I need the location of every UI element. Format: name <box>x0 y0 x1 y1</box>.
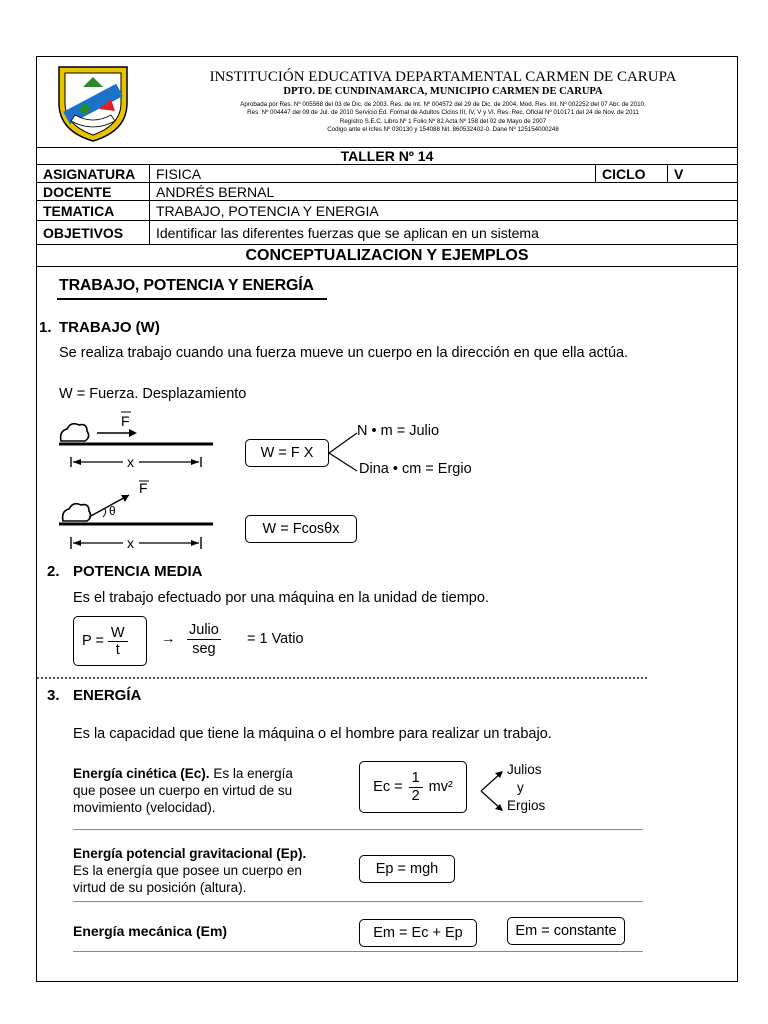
approval-line-4: Codigo ante el Icfes Nº 030130 y 154088 Nit. 860532402-0. Dane Nº 125154000248 <box>327 126 559 133</box>
mechanical-title: Energía mecánica (Em) <box>73 923 228 939</box>
unit-julio: N • m = Julio <box>357 423 440 439</box>
dotted-divider <box>37 677 647 679</box>
s3-number: 3. <box>47 687 60 704</box>
docente-row <box>37 183 737 201</box>
document-header <box>37 57 737 148</box>
unit-ergio: Dina • cm = Ergio <box>359 461 472 477</box>
x-label-2: x <box>127 535 134 551</box>
objetivos-label: OBJETIVOS <box>43 224 124 241</box>
document-frame <box>36 56 738 982</box>
x-label-1: x <box>127 454 134 469</box>
taller-title: TALLER Nº 14 <box>340 147 434 164</box>
section-header: CONCEPTUALIZACION Y EJEMPLOS <box>245 246 529 264</box>
s1-formula-text: W = Fuerza. Desplazamiento <box>59 386 247 402</box>
potential-description <box>73 845 373 896</box>
work-cos-formula-box: W = Fcosθx <box>245 515 357 543</box>
horizontal-force-diagram <box>55 405 215 469</box>
asignatura-row <box>37 165 737 183</box>
unit-y: y <box>517 780 524 795</box>
section-header-row <box>37 245 737 267</box>
inclined-force-diagram <box>55 477 215 551</box>
power-numerator: W <box>108 625 128 642</box>
s2-heading: POTENCIA MEDIA <box>73 563 203 580</box>
force-label-1: F <box>121 413 130 429</box>
mechanical-divider <box>73 951 643 952</box>
theta-label: θ <box>109 504 116 518</box>
unit-ergios: Ergios <box>507 798 546 813</box>
kinetic-eq-label: Ec = <box>373 779 403 795</box>
mechanical-formula-box-1: Em = Ec + Ep <box>359 919 477 947</box>
potential-divider <box>73 901 643 902</box>
content-title: TRABAJO, POTENCIA Y ENERGÍA <box>59 277 314 294</box>
power-arrow: → <box>161 631 176 647</box>
power-denominator: t <box>115 641 120 658</box>
work-formula-box: W = F X <box>245 439 329 467</box>
kinetic-denominator: 2 <box>411 787 420 804</box>
ciclo-label: CICLO <box>595 165 667 182</box>
mechanical-formula-box-2: Em = constante <box>507 917 625 945</box>
unit-denominator: seg <box>192 641 216 657</box>
approval-line-1: Aprobada por Res. Nº 005568 del 03 de Dic. de 2003. Res. de Int. Nº 004572 del 29 de Dic. de 2004. Mod. Res. Int. Nº 002252 del 07 Abr. de 2010. <box>240 101 646 108</box>
docente-label: DOCENTE <box>43 183 112 200</box>
s3-text: Es la capacidad que tiene la máquina o el hombre para realizar un trabajo. <box>73 726 552 742</box>
unit-julios: Julios <box>507 762 542 777</box>
potential-formula-box: Ep = mgh <box>359 855 455 883</box>
branch-lines <box>329 429 359 479</box>
power-result: = 1 Vatio <box>247 631 304 647</box>
power-eq-label: P = <box>82 633 104 649</box>
objetivos-value: Identificar las diferentes fuerzas que se aplican en un sistema <box>149 221 737 244</box>
objetivos-row <box>37 221 737 245</box>
potential-text-2: virtud de su posición (altura). <box>73 880 247 895</box>
kinetic-text-2: que posee un cuerpo en virtud de su <box>73 783 293 798</box>
ciclo-value: V <box>667 165 737 182</box>
tematica-value: TRABAJO, POTENCIA Y ENERGIA <box>149 201 737 220</box>
unit-numerator: Julio <box>189 622 219 638</box>
kinetic-divider <box>73 829 643 830</box>
s3-heading: ENERGÍA <box>73 687 142 704</box>
force-label-2: F <box>139 480 148 496</box>
approval-line-3: Registro S.E.C. Libro Nº 1 Folio Nº 82 Acta Nº 158 del 02 de Mayo de 2007 <box>339 118 547 125</box>
asignatura-label: ASIGNATURA <box>43 165 136 182</box>
institution-department: DPTO. DE CUNDINAMARCA, MUNICIPIO CARMEN DE CARUPA <box>283 86 603 97</box>
s1-heading: TRABAJO (W) <box>59 319 160 336</box>
unit-fraction <box>187 621 221 658</box>
kinetic-text-1: Es la energía <box>213 766 293 781</box>
kinetic-fraction <box>409 770 423 805</box>
kinetic-formula-box <box>359 761 467 813</box>
s2-number: 2. <box>47 563 60 580</box>
approval-line-2: Res. Nº 004447 del 09 de Jul. de 2010 Servicio Ed. Formal de Adultos Ciclos III, IV, V y VI. Res. Rec. Oficial Nº 010171 del 24 de Nov. de 2011 <box>247 109 639 116</box>
institution-name: INSTITUCIÓN EDUCATIVA DEPARTAMENTAL CARMEN DE CARUPA <box>209 69 677 85</box>
power-fraction <box>108 625 128 658</box>
kinetic-description <box>73 765 363 816</box>
tematica-row <box>37 201 737 221</box>
s1-text: Se realiza trabajo cuando una fuerza mueve un cuerpo en la dirección en que ella actúa. <box>59 345 629 361</box>
kinetic-title: Energía cinética (Ec). <box>73 766 210 781</box>
asignatura-value: FISICA <box>149 165 595 182</box>
institution-seal-icon <box>53 63 133 143</box>
taller-row <box>37 147 737 165</box>
kinetic-tail: mv² <box>428 779 453 795</box>
kinetic-text-3: movimiento (velocidad). <box>73 800 216 815</box>
tematica-label: TEMATICA <box>43 202 115 219</box>
potential-title: Energía potencial gravitacional (Ep). <box>73 846 307 861</box>
s2-text: Es el trabajo efectuado por una máquina en la unidad de tiempo. <box>73 590 489 606</box>
title-underline <box>57 298 327 300</box>
docente-value: ANDRÉS BERNAL <box>149 183 737 200</box>
kinetic-numerator: 1 <box>409 770 423 788</box>
power-formula-box <box>73 616 147 666</box>
potential-text-1: Es la energía que posee un cuerpo en <box>73 863 302 878</box>
kinetic-branch-arrows <box>477 769 507 813</box>
s1-number: 1. <box>39 319 52 336</box>
